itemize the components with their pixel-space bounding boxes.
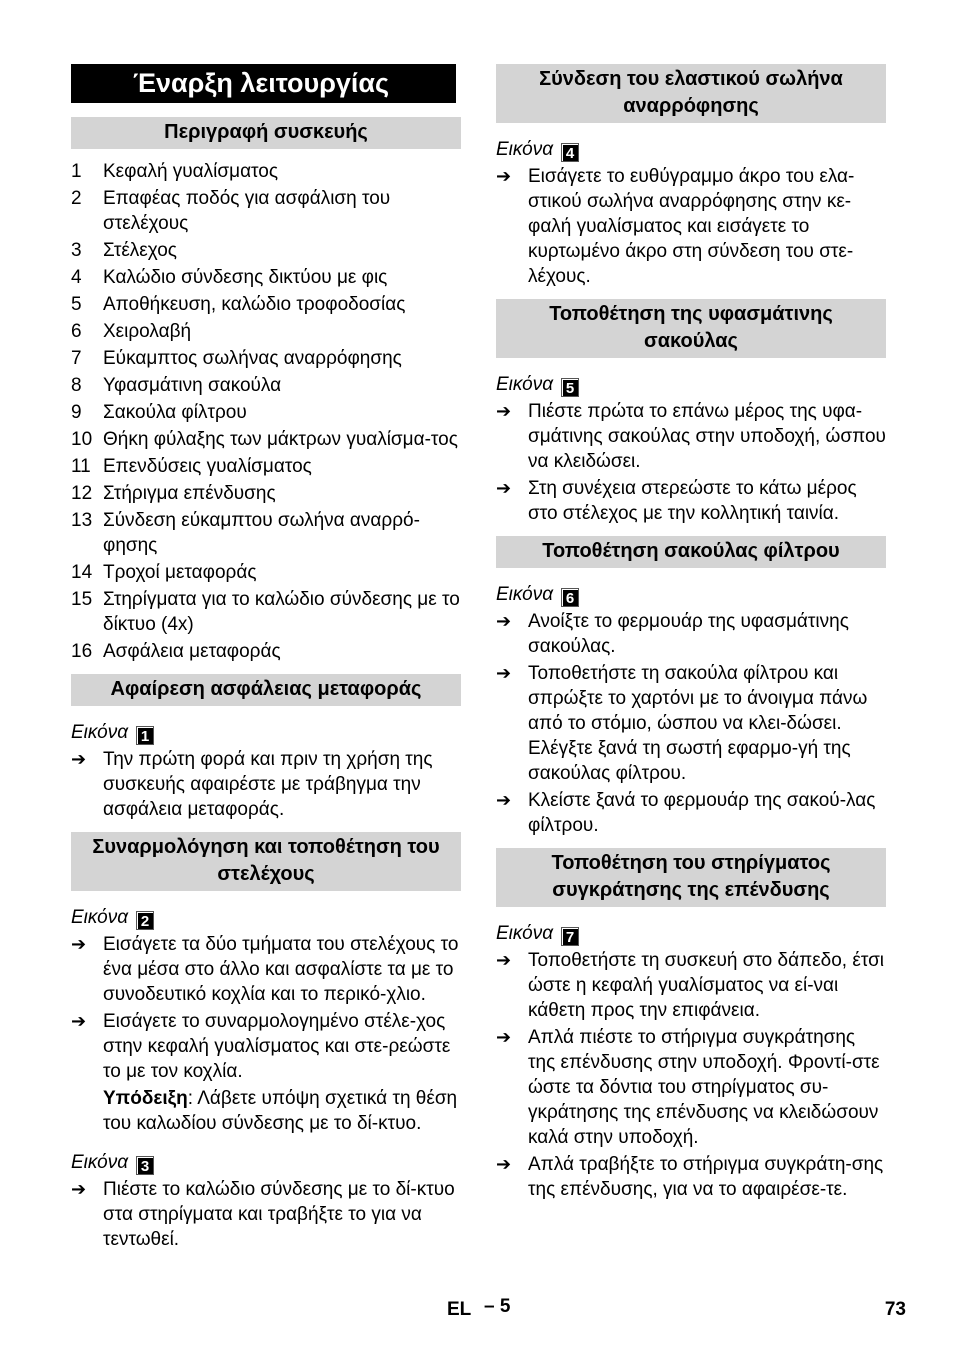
figure-number-badge: 2	[136, 911, 154, 930]
step-list	[71, 1177, 461, 1252]
step-list	[496, 948, 886, 1202]
arrow-right-icon: ➔	[496, 1027, 512, 1047]
figure-label: Εικόνα	[496, 374, 554, 395]
step-text: Ανοίξτε το φερμουάρ της υφασμάτινης σακούλας.	[528, 611, 849, 657]
figure-ref	[496, 137, 886, 162]
list-item	[71, 292, 461, 317]
step-list	[71, 747, 461, 822]
arrow-right-icon: ➔	[496, 166, 512, 186]
item-number: 1	[71, 161, 82, 182]
item-text: Σακούλα φίλτρου	[103, 402, 247, 423]
instruction-step	[496, 661, 886, 786]
section-filter-bag	[496, 536, 886, 838]
list-item	[71, 454, 461, 479]
instruction-step	[496, 1025, 886, 1150]
step-list	[496, 609, 886, 838]
figure-label: Εικόνα	[496, 139, 554, 160]
section-heading-transport: Αφαίρεση ασφάλειας μεταφοράς	[71, 674, 461, 706]
arrow-right-icon: ➔	[71, 749, 87, 769]
instruction-step	[496, 399, 886, 474]
item-text: Υφασμάτινη σακούλα	[103, 375, 282, 396]
list-item	[71, 427, 461, 452]
arrow-right-icon: ➔	[496, 1154, 512, 1174]
item-text: Χειρολαβή	[103, 321, 192, 342]
instruction-step	[496, 948, 886, 1023]
section-heading-cloth-bag: Τοποθέτηση της υφασμάτινης σακούλας	[496, 299, 886, 358]
step-text: Τοποθετήστε τη συσκευή στο δάπεδο, έτσι ώστε η κεφαλή γυαλίσματος να εί-ναι κάθετη προς την επιφάνεια.	[528, 950, 885, 1021]
section-hose	[496, 64, 886, 289]
section-heading-hose: Σύνδεση του ελαστικού σωλήνα αναρρόφησης	[496, 64, 886, 123]
instruction-step	[496, 1152, 886, 1202]
list-item	[71, 159, 461, 184]
section-cloth-bag	[496, 299, 886, 526]
instruction-step	[71, 1009, 461, 1084]
step-text: Πιέστε πρώτα το επάνω μέρος της υφα-σμάτινης σακούλας στην υποδοχή, ώσπου να κλειδώσει.	[528, 401, 886, 472]
item-number: 14	[71, 562, 93, 583]
list-item	[71, 265, 461, 290]
list-item	[71, 639, 461, 664]
arrow-right-icon: ➔	[71, 934, 87, 954]
item-number: 8	[71, 375, 82, 396]
list-item	[71, 186, 461, 236]
list-item	[71, 400, 461, 425]
right-column	[496, 64, 886, 1212]
item-number: 11	[71, 456, 91, 477]
item-text: Τροχοί μεταφοράς	[103, 562, 257, 583]
note-label: Υπόδειξη	[103, 1088, 188, 1109]
section-transport	[71, 674, 461, 822]
step-text: Εισάγετε τα δύο τμήματα του στελέχους το ένα μέσα στο άλλο και ασφαλίστε τα με το συνοδευτικό κοχλία και το περικό-χλιο.	[103, 934, 459, 1005]
step-text: Απλά πιέστε το στήριγμα συγκράτησης της επένδυσης στην υποδοχή. Φροντί-στε ώστε τα δόντια του στηρίγματος συ-γκράτησης της επένδυσης να κλειδώσουν καλά στην υποδοχή.	[528, 1027, 880, 1148]
section-heading-description: Περιγραφή συσκευής	[71, 117, 461, 149]
list-item	[71, 346, 461, 371]
instruction-step	[71, 1177, 461, 1252]
arrow-right-icon: ➔	[496, 401, 512, 421]
figure-ref	[496, 921, 886, 946]
figure-ref	[496, 372, 886, 397]
figure-label: Εικόνα	[71, 722, 129, 743]
step-text: Πιέστε το καλώδιο σύνδεσης με το δί-κτυο στα στηρίγματα και τραβήξτε το για να τεντωθεί.	[103, 1179, 455, 1250]
figure-number-badge: 3	[136, 1156, 154, 1175]
arrow-right-icon: ➔	[496, 611, 512, 631]
instruction-step	[496, 164, 886, 289]
item-text: Θήκη φύλαξης των μάκτρων γυαλίσμα-τος	[103, 429, 458, 450]
instruction-step	[496, 788, 886, 838]
item-number: 9	[71, 402, 82, 423]
footer-section-page: – 5	[484, 1296, 511, 1317]
instruction-step	[496, 476, 886, 526]
item-text: Στήριγμα επένδυσης	[103, 483, 276, 504]
parts-list	[71, 159, 461, 664]
footer-language: EL	[447, 1299, 472, 1320]
item-text: Εύκαμπτος σωλήνας αναρρόφησης	[103, 348, 402, 369]
arrow-right-icon: ➔	[496, 790, 512, 810]
item-text: Επενδύσεις γυαλίσματος	[103, 456, 312, 477]
section-heading-assembly: Συναρμολόγηση και τοποθέτηση του στελέχους	[71, 832, 461, 891]
figure-ref	[71, 720, 461, 745]
item-text: Σύνδεση εύκαμπτου σωλήνα αναρρό-φησης	[103, 510, 420, 556]
figure-label: Εικόνα	[496, 584, 554, 605]
step-list	[71, 932, 461, 1084]
figure-label: Εικόνα	[496, 923, 554, 944]
section-heading-filter-bag: Τοποθέτηση σακούλας φίλτρου	[496, 536, 886, 568]
section-description	[71, 117, 461, 664]
arrow-right-icon: ➔	[496, 478, 512, 498]
item-number: 10	[71, 429, 93, 450]
instruction-step	[71, 932, 461, 1007]
step-text: Εισάγετε το ευθύγραμμο άκρο του ελα-στικού σωλήνα αναρρόφησης στην κε-φαλή γυαλίσματος και εισάγετε το κυρτωμένο άκρο στη σύνδεση του στε-λέχους.	[528, 166, 855, 287]
step-text: Την πρώτη φορά και πριν τη χρήση της συσκευής αφαιρέστε με τράβηγμα την ασφάλεια μεταφοράς.	[103, 749, 433, 820]
figure-label: Εικόνα	[71, 1152, 129, 1173]
left-column	[71, 64, 461, 1262]
item-text: Στέλεχος	[103, 240, 177, 261]
figure-ref	[496, 582, 886, 607]
figure-number-badge: 4	[561, 143, 579, 162]
item-number: 2	[71, 188, 82, 209]
figure-number-badge: 7	[561, 927, 579, 946]
step-text: Εισάγετε το συναρμολογημένο στέλε-χος στην κεφαλή γυαλίσματος και στε-ρεώστε το με τον κοχλία.	[103, 1011, 451, 1082]
item-number: 7	[71, 348, 82, 369]
step-list	[496, 399, 886, 526]
arrow-right-icon: ➔	[71, 1179, 87, 1199]
figure-number-badge: 6	[561, 588, 579, 607]
instruction-step	[71, 747, 461, 822]
figure-ref	[71, 905, 461, 930]
arrow-right-icon: ➔	[71, 1011, 87, 1031]
item-number: 13	[71, 510, 93, 531]
step-text: Κλείστε ξανά το φερμουάρ της σακού-λας φίλτρου.	[528, 790, 876, 836]
list-item	[71, 481, 461, 506]
list-item	[71, 560, 461, 585]
list-item	[71, 373, 461, 398]
list-item	[71, 587, 461, 637]
item-text: Ασφάλεια μεταφοράς	[103, 641, 281, 662]
page-title: Έναρξη λειτουργίας	[71, 64, 456, 103]
item-number: 6	[71, 321, 82, 342]
item-number: 12	[71, 483, 93, 504]
item-text: Κεφαλή γυαλίσματος	[103, 161, 279, 182]
item-number: 3	[71, 240, 82, 261]
figure-ref	[71, 1150, 461, 1175]
section-pad-holder	[496, 848, 886, 1202]
step-list	[496, 164, 886, 289]
item-text: Στηρίγματα για το καλώδιο σύνδεσης με το δίκτυο (4x)	[103, 589, 460, 635]
note-text: : Λάβετε υπόψη σχετικά τη θέση του καλωδίου σύνδεσης με το δί-κτυο.	[103, 1088, 458, 1134]
section-assembly	[71, 832, 461, 1252]
footer-page-number: 73	[884, 1299, 906, 1320]
step-text: Τοποθετήστε τη σακούλα φίλτρου και σπρώξτε το χαρτόνι με το άνοιγμα πάνω από το στόμιο, ώσπου να κλει-δώσει. Ελέγξτε ξανά τη σωστή εφαρμο-γή της σακούλας φίλτρου.	[528, 663, 868, 784]
item-number: 16	[71, 641, 93, 662]
instruction-step	[496, 609, 886, 659]
arrow-right-icon: ➔	[496, 663, 512, 683]
item-number: 4	[71, 267, 82, 288]
item-number: 15	[71, 589, 93, 610]
figure-number-badge: 5	[561, 378, 579, 397]
list-item	[71, 238, 461, 263]
step-text: Απλά τραβήξτε το στήριγμα συγκράτη-σης της επένδυσης, για να το αφαιρέσε-τε.	[528, 1154, 884, 1200]
figure-number-badge: 1	[136, 726, 154, 745]
list-item	[71, 319, 461, 344]
list-item	[71, 508, 461, 558]
item-text: Καλώδιο σύνδεσης δικτύου με φις	[103, 267, 388, 288]
item-number: 5	[71, 294, 82, 315]
step-text: Στη συνέχεια στερεώστε το κάτω μέρος στο στέλεχος με την κολλητική ταινία.	[528, 478, 857, 524]
note	[71, 1086, 461, 1136]
figure-label: Εικόνα	[71, 907, 129, 928]
item-text: Επαφέας ποδός για ασφάλιση του στελέχους	[103, 188, 391, 234]
section-heading-pad-holder: Τοποθέτηση του στηρίγματος συγκράτησης της επένδυσης	[496, 848, 886, 907]
arrow-right-icon: ➔	[496, 950, 512, 970]
item-text: Αποθήκευση, καλώδιο τροφοδοσίας	[103, 294, 406, 315]
